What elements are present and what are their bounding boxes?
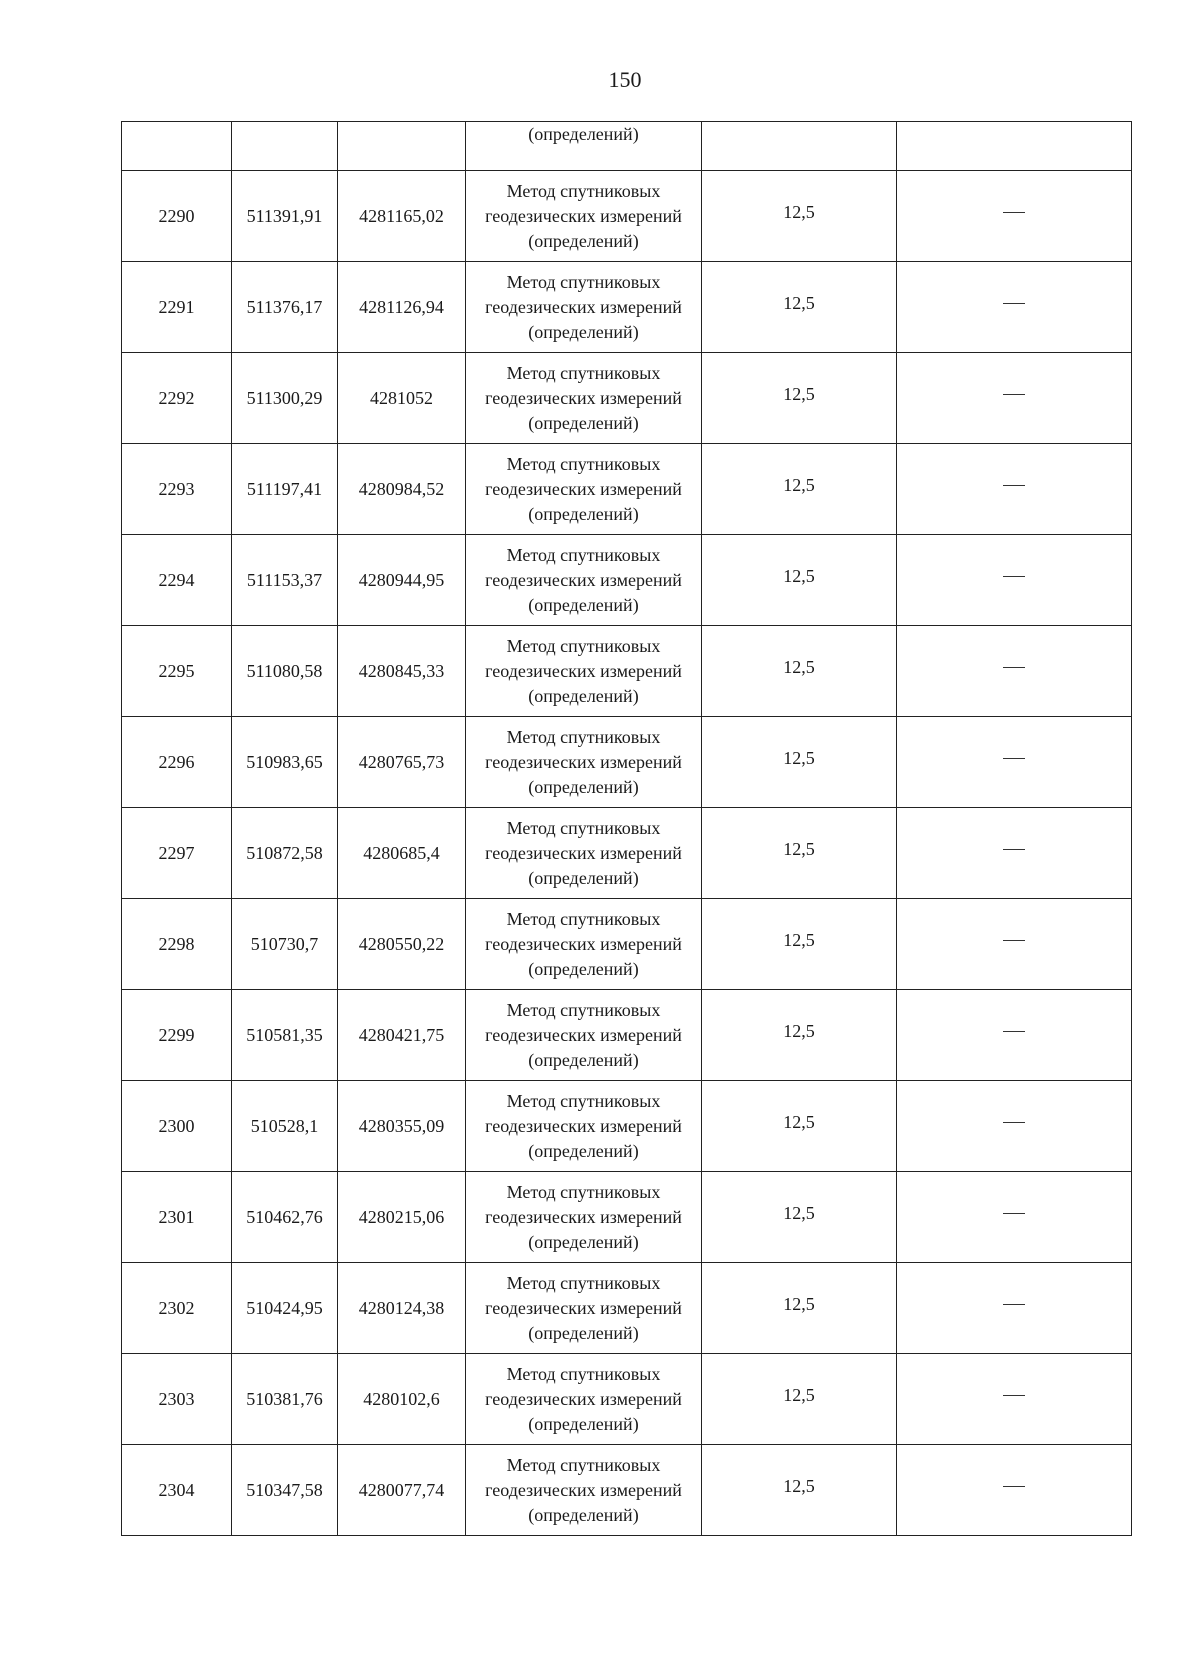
table-row	[122, 1263, 1132, 1354]
table-row	[122, 1081, 1132, 1172]
cell-y	[338, 717, 466, 808]
cell-x	[232, 1081, 338, 1172]
method-line-3: (определений)	[528, 594, 639, 615]
method-line-2: геодезических измерений	[485, 296, 682, 317]
accuracy-value: 12,5	[783, 474, 815, 495]
point-number: 2302	[158, 1297, 195, 1318]
dash-mark	[1003, 1486, 1025, 1487]
cell-note	[897, 535, 1132, 626]
cell-method	[466, 626, 702, 717]
cell-note	[897, 1263, 1132, 1354]
point-number: 2290	[158, 205, 195, 226]
cell-method	[466, 444, 702, 535]
cell-value	[702, 1172, 897, 1263]
method-line-2: геодезических измерений	[485, 933, 682, 954]
method-line-1: Метод спутниковых	[506, 1454, 661, 1475]
cell-note	[897, 171, 1132, 262]
cell-y	[338, 262, 466, 353]
dash-mark	[1003, 1304, 1025, 1305]
table-row	[122, 1172, 1132, 1263]
coordinate-y: 4280215,06	[358, 1206, 445, 1227]
cell-note	[897, 444, 1132, 535]
cell-value	[702, 353, 897, 444]
coordinate-y: 4280124,38	[358, 1297, 445, 1318]
cell-num	[122, 990, 232, 1081]
cell-x	[232, 1263, 338, 1354]
cell-note	[897, 1354, 1132, 1445]
method-line-1: Метод спутниковых	[506, 1363, 661, 1384]
cell-value	[702, 990, 897, 1081]
cell-method	[466, 1081, 702, 1172]
cell-x	[232, 1445, 338, 1536]
accuracy-value: 12,5	[783, 1475, 815, 1496]
point-number: 2299	[158, 1024, 195, 1045]
coordinate-y: 4280355,09	[358, 1115, 445, 1136]
cell-num	[122, 1081, 232, 1172]
point-number: 2295	[158, 660, 195, 681]
cell-num	[122, 808, 232, 899]
dash-mark	[1003, 485, 1025, 486]
coordinate-x: 510872,58	[246, 842, 323, 863]
accuracy-value: 12,5	[783, 1384, 815, 1405]
cell-x	[232, 717, 338, 808]
coordinates-table	[121, 121, 1132, 1536]
point-number: 2300	[158, 1115, 195, 1136]
cell-num	[122, 1354, 232, 1445]
coordinate-y: 4281165,02	[359, 205, 444, 226]
point-number: 2293	[158, 478, 195, 499]
point-number: 2297	[158, 842, 195, 863]
method-line-1: Метод спутниковых	[506, 362, 661, 383]
table-row	[122, 353, 1132, 444]
cell-method	[466, 535, 702, 626]
dash-mark	[1003, 212, 1025, 213]
point-number: 2298	[158, 933, 195, 954]
coordinate-x: 510983,65	[246, 751, 323, 772]
method-line-1: Метод спутниковых	[506, 271, 661, 292]
method-line-2: геодезических измерений	[485, 205, 682, 226]
cell-num	[122, 1263, 232, 1354]
accuracy-value: 12,5	[783, 292, 815, 313]
cell-y	[338, 171, 466, 262]
cell-note	[897, 1081, 1132, 1172]
point-number: 2304	[158, 1479, 195, 1500]
cell-note	[897, 899, 1132, 990]
coordinate-y: 4280550,22	[358, 933, 445, 954]
cell-x	[232, 990, 338, 1081]
cell-num	[122, 262, 232, 353]
coordinate-x: 510581,35	[246, 1024, 323, 1045]
coordinate-x: 510462,76	[246, 1206, 323, 1227]
cell-value	[702, 717, 897, 808]
cell-value	[702, 122, 897, 171]
coordinate-x: 511153,37	[246, 569, 323, 590]
accuracy-value: 12,5	[783, 383, 815, 404]
point-number: 2301	[158, 1206, 195, 1227]
cell-note	[897, 122, 1132, 171]
coordinate-y: 4280685,4	[363, 842, 440, 863]
cell-method	[466, 171, 702, 262]
cell-x	[232, 535, 338, 626]
method-line-2: геодезических измерений	[485, 1479, 682, 1500]
cell-value	[702, 535, 897, 626]
method-line-1: Метод спутниковых	[506, 1181, 661, 1202]
dash-mark	[1003, 1395, 1025, 1396]
cell-y	[338, 1172, 466, 1263]
cell-y	[338, 122, 466, 171]
cell-method	[466, 262, 702, 353]
cell-value	[702, 808, 897, 899]
cell-method	[466, 717, 702, 808]
cell-num	[122, 717, 232, 808]
accuracy-value: 12,5	[783, 838, 815, 859]
table-row	[122, 990, 1132, 1081]
cell-method	[466, 1354, 702, 1445]
method-line-3: (определений)	[528, 230, 639, 251]
method-line-3: (определений)	[528, 1231, 639, 1252]
cell-value	[702, 1354, 897, 1445]
cell-value	[702, 1081, 897, 1172]
coordinate-y: 4281052	[370, 387, 433, 408]
method-line-1: Метод спутниковых	[506, 635, 661, 656]
coordinate-x: 511376,17	[246, 296, 323, 317]
table-row	[122, 535, 1132, 626]
coordinate-y: 4280102,6	[363, 1388, 440, 1409]
cell-y	[338, 444, 466, 535]
cell-x	[232, 1172, 338, 1263]
method-line-3: (определений)	[528, 958, 639, 979]
cell-value	[702, 1263, 897, 1354]
coordinate-x: 511197,41	[246, 478, 323, 499]
coordinate-x: 510381,76	[246, 1388, 323, 1409]
cell-note	[897, 990, 1132, 1081]
coordinate-y: 4280944,95	[358, 569, 445, 590]
method-line-3: (определений)	[528, 321, 639, 342]
point-number: 2296	[158, 751, 195, 772]
cell-y	[338, 535, 466, 626]
table-row	[122, 808, 1132, 899]
cell-num	[122, 353, 232, 444]
coordinate-y: 4280765,73	[358, 751, 445, 772]
table-row	[122, 1354, 1132, 1445]
method-text: (определений)	[528, 124, 639, 144]
method-line-1: Метод спутниковых	[506, 999, 661, 1020]
cell-value	[702, 444, 897, 535]
cell-x	[232, 899, 338, 990]
point-number: 2303	[158, 1388, 195, 1409]
cell-value	[702, 1445, 897, 1536]
cell-y	[338, 1354, 466, 1445]
cell-num	[122, 626, 232, 717]
cell-note	[897, 626, 1132, 717]
dash-mark	[1003, 940, 1025, 941]
coordinate-y: 4280984,52	[358, 478, 445, 499]
cell-note	[897, 808, 1132, 899]
cell-note	[897, 1445, 1132, 1536]
cell-method	[466, 808, 702, 899]
dash-mark	[1003, 394, 1025, 395]
coordinate-x: 511300,29	[246, 387, 323, 408]
method-line-3: (определений)	[528, 1140, 639, 1161]
method-line-3: (определений)	[528, 685, 639, 706]
method-line-3: (определений)	[528, 412, 639, 433]
cell-method	[466, 122, 702, 171]
cell-y	[338, 899, 466, 990]
cell-note	[897, 1172, 1132, 1263]
coordinate-x: 510528,1	[250, 1115, 319, 1136]
method-line-2: геодезических измерений	[485, 842, 682, 863]
method-line-3: (определений)	[528, 1504, 639, 1525]
table-row-continuation	[122, 122, 1132, 171]
method-line-2: геодезических измерений	[485, 387, 682, 408]
method-line-1: Метод спутниковых	[506, 908, 661, 929]
method-line-2: геодезических измерений	[485, 1024, 682, 1045]
method-line-1: Метод спутниковых	[506, 817, 661, 838]
accuracy-value: 12,5	[783, 747, 815, 768]
coordinate-y: 4281126,94	[359, 296, 444, 317]
cell-x	[232, 353, 338, 444]
cell-num	[122, 122, 232, 171]
coordinate-y: 4280077,74	[358, 1479, 445, 1500]
method-line-1: Метод спутниковых	[506, 544, 661, 565]
coordinate-y: 4280421,75	[358, 1024, 445, 1045]
accuracy-value: 12,5	[783, 1020, 815, 1041]
cell-method	[466, 1172, 702, 1263]
method-line-2: геодезических измерений	[485, 1297, 682, 1318]
cell-value	[702, 171, 897, 262]
dash-mark	[1003, 849, 1025, 850]
cell-method	[466, 353, 702, 444]
method-line-1: Метод спутниковых	[506, 1090, 661, 1111]
coordinate-x: 510424,95	[246, 1297, 323, 1318]
coordinate-x: 510730,7	[250, 933, 319, 954]
cell-x	[232, 122, 338, 171]
method-line-3: (определений)	[528, 867, 639, 888]
cell-value	[702, 626, 897, 717]
accuracy-value: 12,5	[783, 656, 815, 677]
accuracy-value: 12,5	[783, 1111, 815, 1132]
cell-method	[466, 1445, 702, 1536]
table-row	[122, 444, 1132, 535]
method-line-1: Метод спутниковых	[506, 1272, 661, 1293]
point-number: 2291	[158, 296, 195, 317]
cell-x	[232, 808, 338, 899]
method-line-3: (определений)	[528, 1049, 639, 1070]
cell-x	[232, 171, 338, 262]
cell-num	[122, 1172, 232, 1263]
accuracy-value: 12,5	[783, 565, 815, 586]
accuracy-value: 12,5	[783, 1202, 815, 1223]
coordinate-x: 510347,58	[246, 1479, 323, 1500]
cell-num	[122, 444, 232, 535]
page-number: 150	[608, 67, 642, 92]
method-line-2: геодезических измерений	[485, 569, 682, 590]
method-line-1: Метод спутниковых	[506, 726, 661, 747]
method-line-2: геодезических измерений	[485, 660, 682, 681]
point-number: 2292	[158, 387, 195, 408]
cell-value	[702, 262, 897, 353]
table-row	[122, 626, 1132, 717]
accuracy-value: 12,5	[783, 201, 815, 222]
method-line-1: Метод спутниковых	[506, 453, 661, 474]
accuracy-value: 12,5	[783, 929, 815, 950]
coordinate-x: 511391,91	[246, 205, 323, 226]
cell-x	[232, 1354, 338, 1445]
cell-x	[232, 262, 338, 353]
dash-mark	[1003, 576, 1025, 577]
method-line-3: (определений)	[528, 1413, 639, 1434]
method-line-2: геодезических измерений	[485, 751, 682, 772]
table-row	[122, 262, 1132, 353]
method-line-3: (определений)	[528, 503, 639, 524]
cell-x	[232, 626, 338, 717]
coordinate-y: 4280845,33	[358, 660, 445, 681]
method-line-2: геодезических измерений	[485, 478, 682, 499]
point-number: 2294	[158, 569, 195, 590]
dash-mark	[1003, 758, 1025, 759]
dash-mark	[1003, 1031, 1025, 1032]
cell-method	[466, 990, 702, 1081]
dash-mark	[1003, 1122, 1025, 1123]
cell-y	[338, 990, 466, 1081]
cell-method	[466, 1263, 702, 1354]
cell-num	[122, 171, 232, 262]
cell-y	[338, 1263, 466, 1354]
cell-y	[338, 353, 466, 444]
cell-num	[122, 1445, 232, 1536]
cell-y	[338, 1081, 466, 1172]
method-line-2: геодезических измерений	[485, 1388, 682, 1409]
cell-note	[897, 262, 1132, 353]
cell-y	[338, 808, 466, 899]
cell-y	[338, 1445, 466, 1536]
cell-x	[232, 444, 338, 535]
dash-mark	[1003, 667, 1025, 668]
method-line-3: (определений)	[528, 1322, 639, 1343]
method-line-3: (определений)	[528, 776, 639, 797]
table-row	[122, 1445, 1132, 1536]
cell-y	[338, 626, 466, 717]
cell-num	[122, 535, 232, 626]
method-line-1: Метод спутниковых	[506, 180, 661, 201]
dash-mark	[1003, 1213, 1025, 1214]
cell-num	[122, 899, 232, 990]
method-line-2: геодезических измерений	[485, 1206, 682, 1227]
table-row	[122, 171, 1132, 262]
cell-method	[466, 899, 702, 990]
accuracy-value: 12,5	[783, 1293, 815, 1314]
cell-value	[702, 899, 897, 990]
coordinate-x: 511080,58	[246, 660, 323, 681]
table-row	[122, 899, 1132, 990]
cell-note	[897, 353, 1132, 444]
coordinates-table-body	[122, 122, 1132, 1536]
method-line-2: геодезических измерений	[485, 1115, 682, 1136]
cell-note	[897, 717, 1132, 808]
table-row	[122, 717, 1132, 808]
dash-mark	[1003, 303, 1025, 304]
